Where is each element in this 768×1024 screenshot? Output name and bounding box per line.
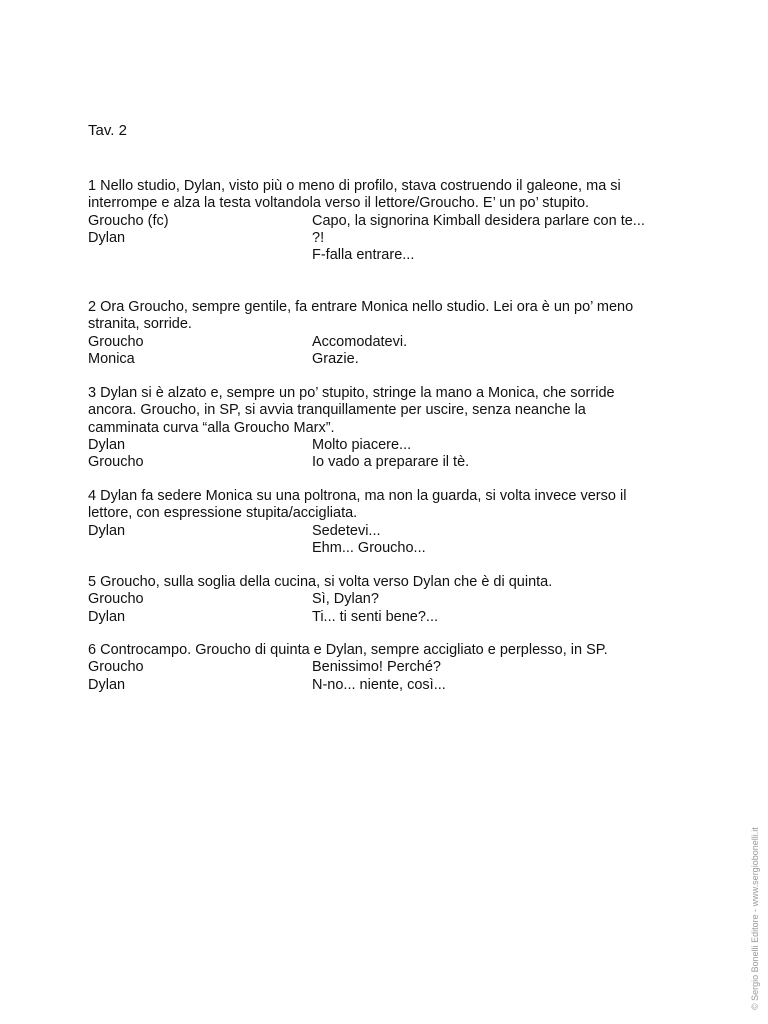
speech: Grazie.: [312, 350, 359, 367]
dialogue-line: [88, 609, 648, 626]
speaker: Dylan: [88, 522, 126, 539]
dialogue-line: [88, 523, 648, 540]
dialogue-line: [88, 591, 648, 608]
speech: Molto piacere...: [312, 436, 412, 453]
speech: N-no... niente, così...: [312, 676, 446, 693]
panel-1: [88, 178, 648, 264]
panel-5: [88, 574, 648, 626]
panel-4: [88, 488, 648, 557]
speaker: Groucho: [88, 333, 144, 350]
dialogue-line: [88, 247, 648, 264]
speaker: [88, 247, 312, 264]
speaker: Dylan: [88, 676, 126, 693]
panel-description: 1 Nello studio, Dylan, visto più o meno di profilo, stava costruendo il galeone, ma si interrompe e alza la testa voltandola verso il lettore/Groucho. E’ un po’ stupito.: [88, 178, 621, 212]
panel-description: 2 Ora Groucho, sempre gentile, fa entrare Monica nello studio. Lei ora è un po’ meno stranita, sorride.: [88, 299, 634, 333]
dialogue-line: [88, 540, 648, 557]
speaker: Groucho: [88, 454, 144, 471]
speaker: Dylan: [88, 229, 126, 246]
dialogue-line: [88, 659, 648, 676]
speech: Io vado a preparare il tè.: [312, 454, 470, 471]
panel-3: [88, 385, 648, 471]
speaker: Groucho (fc): [88, 212, 169, 229]
speech: Accomodatevi.: [312, 333, 408, 350]
speech: Ehm... Groucho...: [312, 539, 426, 556]
dialogue-line: [88, 437, 648, 454]
dialogue-line: [88, 454, 648, 471]
panel-description: 4 Dylan fa sedere Monica su una poltrona, ma non la guarda, si volta invece verso il lettore, con espressione stupita/accigliata.: [88, 488, 627, 522]
speaker: Monica: [88, 350, 135, 367]
panel-description: 3 Dylan si è alzato e, sempre un po’ stupito, stringe la mano a Monica, che sorride ancora. Groucho, in SP, si avvia tranquillamente per uscire, senza neanche la camminata curva “alla Groucho Marx”.: [88, 385, 615, 436]
panel-description: 6 Controcampo. Groucho di quinta e Dylan, sempre accigliato e perplesso, in SP.: [88, 642, 608, 658]
speaker: [88, 540, 312, 557]
speech: ?!: [312, 229, 325, 246]
page-title: Tav. 2: [88, 122, 127, 139]
speech: Sì, Dylan?: [312, 591, 379, 608]
dialogue-line: [88, 677, 648, 694]
speaker: Groucho: [88, 659, 144, 676]
dialogue-line: [88, 230, 648, 247]
speech: Capo, la signorina Kimball desidera parlare con te...: [312, 212, 645, 229]
speech: Sedetevi...: [312, 522, 381, 539]
speech: Ti... ti senti bene?...: [312, 608, 438, 625]
speaker: Dylan: [88, 436, 126, 453]
copyright-watermark: © Sergio Bonelli Editore - www.sergiobonelli.it: [750, 827, 760, 1010]
panel-2: [88, 299, 648, 368]
speaker: Dylan: [88, 608, 126, 625]
panel-description: 5 Groucho, sulla soglia della cucina, si volta verso Dylan che è di quinta.: [88, 574, 553, 590]
panel-6: [88, 642, 648, 694]
dialogue-line: [88, 334, 648, 351]
speech: F-falla entrare...: [312, 247, 415, 264]
dialogue-line: [88, 213, 648, 230]
dialogue-line: [88, 351, 648, 368]
speech: Benissimo! Perché?: [312, 659, 441, 676]
speaker: Groucho: [88, 591, 144, 608]
